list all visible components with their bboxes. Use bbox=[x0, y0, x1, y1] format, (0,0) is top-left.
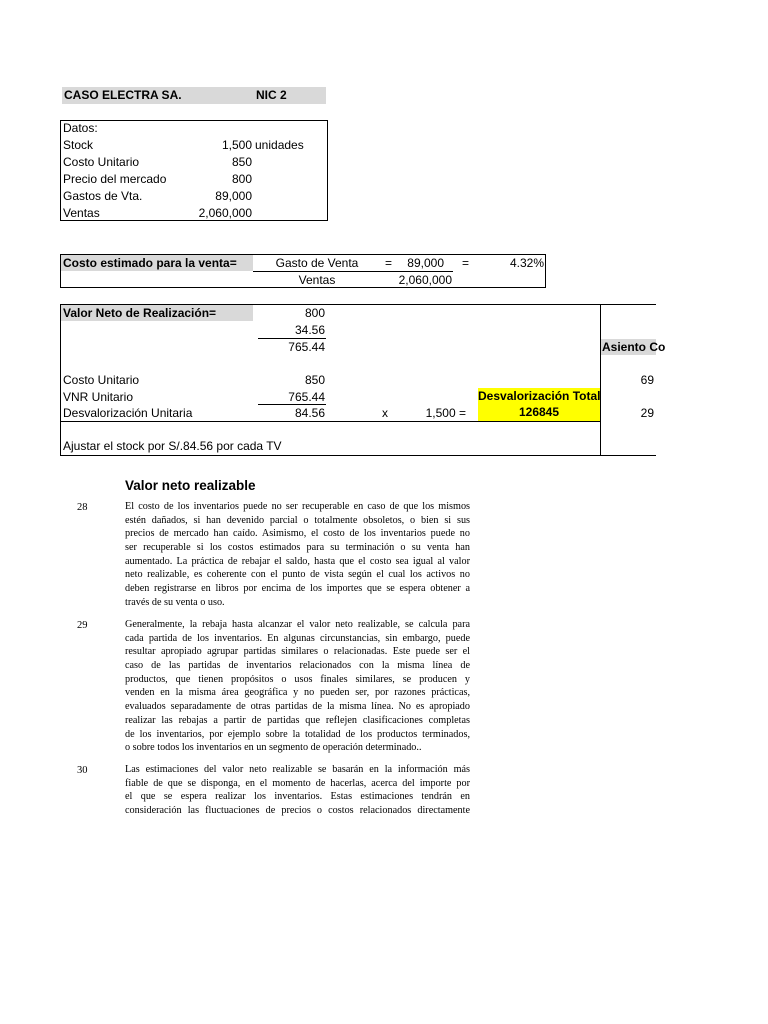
desvalorizacion-total-label: Desvalorización Total bbox=[478, 389, 601, 403]
vnr-costo-label: Costo Unitario bbox=[63, 373, 140, 387]
vnr-desvalorizacion-label: Desvalorización Unitaria bbox=[63, 406, 193, 420]
asiento-label: Asiento Co bbox=[602, 340, 666, 354]
text-line: neto realizable, es coherente con el punto de vista según el cual los activos no bbox=[125, 569, 470, 581]
vnr-unitario-value: 765.44 bbox=[288, 390, 325, 404]
vnr-times-sign: x bbox=[382, 406, 388, 420]
datos-ventas-label: Ventas bbox=[63, 206, 100, 220]
paragraph-number: 30 bbox=[77, 765, 88, 776]
datos-ventas-value: 2,060,000 bbox=[198, 206, 252, 220]
standard-label: NIC 2 bbox=[252, 87, 326, 104]
costo-eq1: = bbox=[385, 256, 393, 270]
text-line: fiable de que se disponga, en el momento de hacerlas, acerca del importe por bbox=[125, 777, 470, 789]
costo-result: 4.32% bbox=[509, 256, 544, 270]
vnr-unitario-label: VNR Unitario bbox=[63, 390, 134, 404]
costo-eq2: = bbox=[462, 256, 470, 270]
datos-costo-label: Costo Unitario bbox=[63, 155, 140, 169]
text-line: Las estimaciones del valor neto realizable se basarán en la información más bbox=[125, 764, 470, 775]
text-line: o sobre todos los inventarios en un segmento de operación determinado.. bbox=[125, 742, 422, 754]
text-line: estén dañados, si han devenido parcial o totalmente obsoletos, o bien si sus bbox=[125, 514, 470, 526]
vnr-value-3: 765.44 bbox=[288, 340, 325, 354]
datos-costo-value: 850 bbox=[231, 155, 252, 169]
text-line: venden en la misma área geográfica y no pueden ser, por razones prácticas, bbox=[125, 687, 470, 699]
text-line: Generalmente, la rebaja hasta alcanzar el valor neto realizable, se calcula para bbox=[125, 619, 470, 630]
text-line: de los inventarios, por ejemplo sobre la totalidad de los productos terminados, bbox=[125, 728, 470, 740]
text-line: precios de mercado han caído. Asimismo, el costo de los inventarios puede no bbox=[125, 528, 470, 540]
costo-numerator-value: 89,000 bbox=[407, 256, 444, 270]
vnr-left-border bbox=[60, 304, 61, 455]
datos-precio-value: 800 bbox=[231, 172, 252, 186]
text-line: resultar apropiado agrupar partidas similares o relacionadas. Este puede ser el bbox=[125, 646, 470, 658]
vnr-bottom-border bbox=[60, 455, 656, 456]
datos-stock-value: 1,500 bbox=[221, 138, 252, 152]
asiento-value-1: 69 bbox=[640, 373, 654, 387]
paragraph-29 bbox=[125, 618, 470, 755]
vnr-value-2: 34.56 bbox=[294, 323, 325, 337]
vnr-desvalorizacion-value: 84.56 bbox=[294, 406, 325, 420]
text-line: aumentado. La práctica de rebajar el saldo, hasta que el costo sea igual al valor bbox=[125, 555, 470, 567]
datos-precio-label: Precio del mercado bbox=[63, 172, 167, 186]
text-line: el que se espera realizar los inventarios. Estas estimaciones tendrán en bbox=[125, 791, 470, 803]
vnr-note-divider bbox=[60, 421, 600, 422]
paragraph-28 bbox=[125, 500, 470, 610]
costo-denominator-label: Ventas bbox=[298, 273, 336, 287]
datos-title: Datos: bbox=[63, 121, 98, 135]
costo-estimado-label: Costo estimado para la venta= bbox=[61, 255, 253, 271]
text-line: consideración las fluctuaciones de precios o costos relacionados directamente bbox=[125, 805, 470, 817]
datos-stock-label: Stock bbox=[63, 138, 94, 152]
vnr-quantity: 1,500 = bbox=[425, 406, 466, 420]
costo-denominator-value: 2,060,000 bbox=[398, 273, 452, 287]
company-title: CASO ELECTRA SA. bbox=[62, 87, 190, 104]
text-line: evaluados separadamente de otras partidas de la misma línea. No es apropiado bbox=[125, 701, 470, 713]
text-line: cada partida de los inventarios. En algunas circunstancias, sin embargo, puede bbox=[125, 632, 470, 644]
text-line: realizar las rebajas a partir de partidas que reflejen clasificaciones completas bbox=[125, 714, 470, 726]
vnr-value-1: 800 bbox=[304, 306, 325, 320]
datos-gastos-value: 89,000 bbox=[215, 189, 252, 203]
text-line: caso de las partidas de inventarios relacionados con la misma línea de bbox=[125, 660, 470, 672]
datos-stock-unit: unidades bbox=[255, 138, 304, 152]
reference-title: Valor neto realizable bbox=[125, 478, 256, 493]
header-gap-cell bbox=[190, 87, 252, 104]
text-line: ser recuperable si los costos estimados para su terminación o su venta han bbox=[125, 542, 470, 554]
vnr-label: Valor Neto de Realización= bbox=[61, 305, 253, 321]
desvalorizacion-total-value: 126845 bbox=[478, 404, 600, 422]
text-line: través de su venta o uso. bbox=[125, 596, 225, 608]
paragraph-number: 29 bbox=[77, 620, 88, 631]
text-line: productos, que tienen propósitos o usos finales similares, se producen y bbox=[125, 673, 470, 685]
paragraph-number: 28 bbox=[77, 502, 88, 513]
paragraph-30 bbox=[125, 763, 470, 818]
text-line: deben registrarse en libros por encima de los importes que se espera obtener a bbox=[125, 583, 470, 595]
text-line: El costo de los inventarios puede no ser recuperable en caso de que los mismos bbox=[125, 501, 470, 512]
datos-gastos-label: Gastos de Vta. bbox=[63, 189, 143, 203]
vnr-costo-value: 850 bbox=[304, 373, 325, 387]
asiento-value-2: 29 bbox=[640, 406, 654, 420]
costo-numerator-label: Gasto de Venta bbox=[275, 256, 359, 270]
vnr-note: Ajustar el stock por S/.84.56 por cada TV bbox=[63, 439, 282, 453]
